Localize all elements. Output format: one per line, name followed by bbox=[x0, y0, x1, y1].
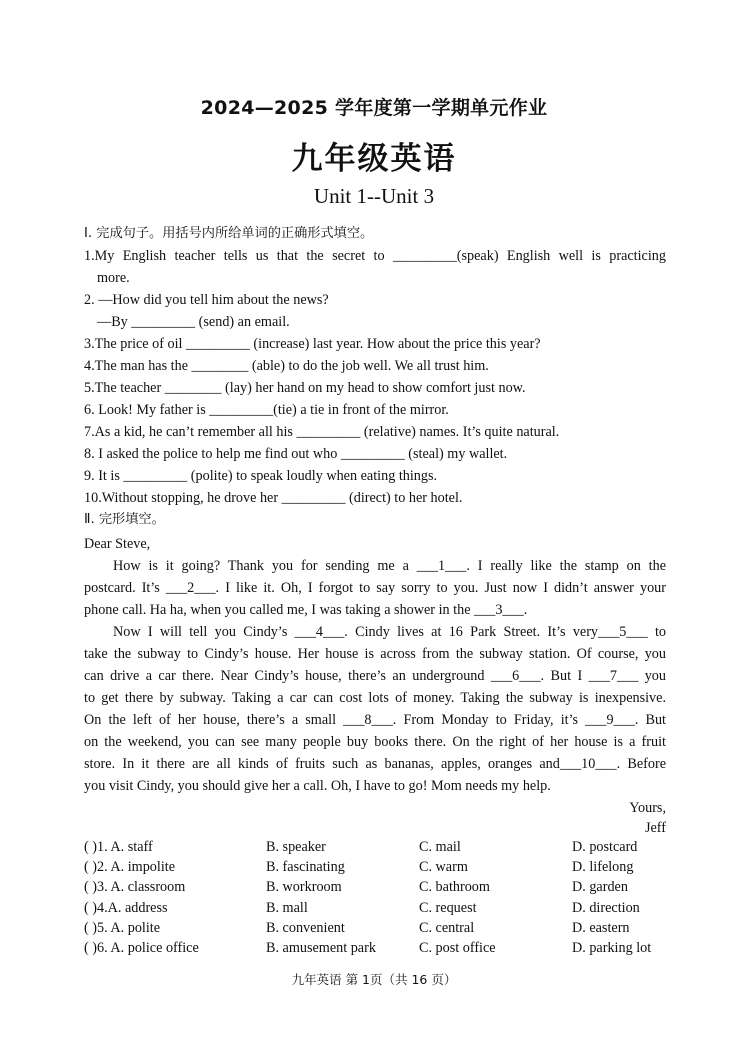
option-row bbox=[84, 858, 684, 876]
letter-closing: Yours, bbox=[629, 800, 666, 816]
letter-line: postcard. It’s ___2___. I like it. Oh, I forgot to say sorry to you. Just now I didn’t answer your bbox=[84, 580, 666, 596]
option-b: B. speaker bbox=[266, 839, 326, 855]
question-line: 8. I asked the police to help me find out who _________ (steal) my wallet. bbox=[84, 446, 508, 462]
option-c: C. bathroom bbox=[419, 879, 490, 895]
letter-signature: Jeff bbox=[644, 820, 666, 836]
letter-line: you visit Cindy, you should give her a call. Oh, I have to go! Mom needs my help. bbox=[84, 778, 551, 794]
option-c: C. central bbox=[419, 920, 475, 936]
option-row bbox=[84, 878, 684, 896]
question-line: 9. It is _________ (polite) to speak loudly when eating things. bbox=[84, 468, 438, 484]
option-question: ( )6. A. police office bbox=[84, 940, 199, 956]
option-b: B. fascinating bbox=[266, 859, 345, 875]
option-question: ( )1. A. staff bbox=[84, 839, 153, 855]
letter-line: On the left of her house, there’s a small ___8___. From Monday to Friday, it’s ___9___. But bbox=[84, 712, 666, 728]
letter-line: take the subway to Cindy’s house. Her house is across from the subway station. Of course, you bbox=[84, 646, 666, 662]
question-line: 2. —How did you tell him about the news? bbox=[84, 292, 329, 308]
option-c: C. warm bbox=[419, 859, 468, 875]
option-row bbox=[84, 939, 684, 957]
letter-salutation: Dear Steve, bbox=[84, 536, 151, 552]
question-line: 7.As a kid, he can’t remember all his _________ (relative) names. It’s quite natural. bbox=[84, 424, 560, 440]
question-line: 6. Look! My father is _________(tie) a tie in front of the mirror. bbox=[84, 402, 449, 418]
question-line: more. bbox=[97, 270, 130, 286]
letter-line: to get there by subway. Taking a car can cost lots of money. Taking the subway is inexpensive. bbox=[84, 690, 666, 706]
option-row bbox=[84, 899, 684, 917]
option-c: C. mail bbox=[419, 839, 461, 855]
question-line: 10.Without stopping, he drove her _________ (direct) to her hotel. bbox=[84, 490, 463, 506]
option-d: D. eastern bbox=[572, 920, 630, 936]
option-d: D. parking lot bbox=[572, 940, 652, 956]
option-question: ( )2. A. impolite bbox=[84, 859, 176, 875]
question-line: —By _________ (send) an email. bbox=[97, 314, 290, 330]
section1-heading: I. 完成句子。用括号内所给单词的正确形式填空。 bbox=[84, 226, 374, 241]
option-d: D. postcard bbox=[572, 839, 638, 855]
letter-line: on the weekend, you can see many people buy books there. On the right of her house is a fruit bbox=[84, 734, 666, 750]
question-line: 5.The teacher ________ (lay) her hand on my head to show comfort just now. bbox=[84, 380, 526, 396]
option-row bbox=[84, 838, 684, 856]
option-d: D. garden bbox=[572, 879, 628, 895]
units-title: Unit 1--Unit 3 bbox=[313, 184, 435, 208]
option-d: D. lifelong bbox=[572, 859, 634, 875]
option-b: B. amusement park bbox=[266, 940, 376, 956]
option-question: ( )3. A. classroom bbox=[84, 879, 186, 895]
option-d: D. direction bbox=[572, 900, 640, 916]
option-question: ( )5. A. polite bbox=[84, 920, 161, 936]
term-title: 2024—2025 学年度第一学期单元作业 bbox=[200, 97, 548, 119]
question-line: 3.The price of oil _________ (increase) last year. How about the price this year? bbox=[84, 336, 541, 352]
letter-line: store. In it there are all kinds of fruits such as bananas, apples, oranges and___10___. Before bbox=[84, 756, 666, 772]
letter-line: How is it going? Thank you for sending me a ___1___. I really like the stamp on the bbox=[113, 558, 666, 574]
letter-line: Now I will tell you Cindy’s ___4___. Cindy lives at 16 Park Street. It’s very___5___ to bbox=[113, 624, 666, 640]
option-b: B. convenient bbox=[266, 920, 345, 936]
letter-line: can drive a car there. Near Cindy’s house, there’s an underground ___6___. But I ___7___ you bbox=[84, 668, 666, 684]
option-b: B. workroom bbox=[266, 879, 342, 895]
letter-line: phone call. Ha ha, when you called me, I was taking a shower in the ___3___. bbox=[84, 602, 528, 618]
subject-title: 九年级英语 bbox=[291, 141, 457, 177]
page-footer: 九年英语 第 1页（共 16 页） bbox=[291, 972, 457, 987]
question-line: 4.The man has the ________ (able) to do the job well. We all trust him. bbox=[84, 358, 489, 374]
option-c: C. request bbox=[419, 900, 477, 916]
option-b: B. mall bbox=[266, 900, 308, 916]
option-c: C. post office bbox=[419, 940, 496, 956]
option-row bbox=[84, 919, 684, 937]
section2-heading: Ⅱ. 完形填空。 bbox=[84, 512, 165, 527]
question-line: 1.My English teacher tells us that the secret to _________(speak) English well is practicing bbox=[84, 248, 666, 264]
option-question: ( )4.A. address bbox=[84, 900, 168, 916]
